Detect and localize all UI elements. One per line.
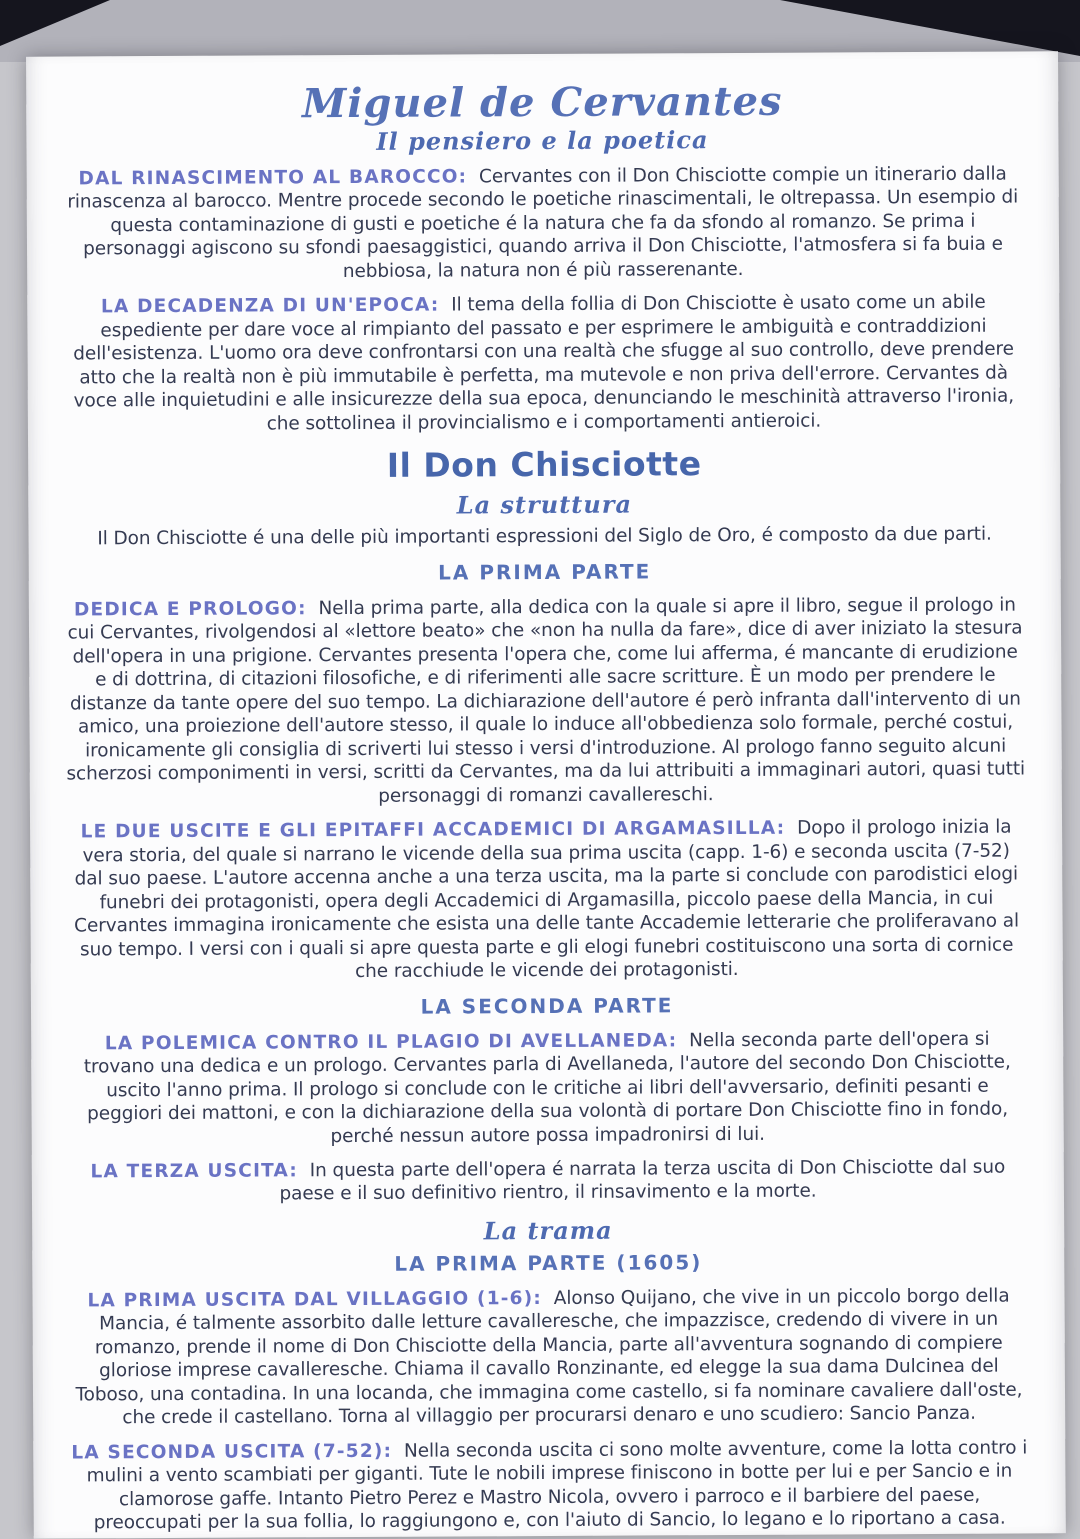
section-label: LE DUE USCITE E GLI EPITAFFI ACCADEMICI DI ARGAMASILLA: <box>80 817 786 843</box>
section-caps-heading: LA PRIMA PARTE <box>438 559 652 585</box>
section-paragraph: LA SECONDA USCITA (7-52): Nella seconda uscita ci sono molte avventure, come la lotta contro i mulini a vento scambiati per giganti. Tute le nobili imprese finiscono in botte per lui e per Sancio e in clamorose gaffe. Intanto Pietro Perez e Mastro Nicola, ovvero i parroco e il barbiere del paese, preoccupati per la sua follia, lo raggiungono e, con l'aiuto di Sancio, lo legano e lo riportano a casa. <box>71 1437 1028 1534</box>
page-title: Miguel de Cervantes <box>301 77 783 128</box>
section-heading: Il Don Chisciotte <box>386 444 702 486</box>
section-paragraph: DAL RINASCIMENTO AL BAROCCO: Cervantes con il Don Chisciotte compie un itinerario dalla rinascenza al barocco. Mentre procede secondo le poetiche rinascimentali, le oltrepassa. Un esempio di questa contaminazione di gusti e poetiche é la natura che fa da sfondo al romanzo. Se prima i personaggi agiscono su sfondi paesaggistici, quando arriva il Don Chisciotte, l'atmosfera si fa buia e nebbiosa, la natura non é più rasserenante. <box>67 163 1019 282</box>
section-paragraph: Il Don Chisciotte é una delle più importanti espressioni del Siglo de Oro, é composto da due parti. <box>97 523 992 550</box>
section-label: DEDICA E PROLOGO: <box>73 598 307 621</box>
section-label: LA SECONDA USCITA (7-52): <box>71 1440 393 1464</box>
section-paragraph: LE DUE USCITE E GLI EPITAFFI ACCADEMICI DI ARGAMASILLA: Dopo il prologo inizia la vera storia, del quale si narrano le vicende della sua prima uscita (capp. 1-6) e seconda uscita (7-52) dal suo paese. L'autore accenna anche a una terza uscita, ma la parte si conclude con parodistici elogi funebri dei protagonisti, opera degli Accademici di Argamasilla, piccolo paese della Mancia, in cui Cervantes immagina ironicamente che esista una delle tante Accademie letterarie che proliferavano al suo tempo. I versi con i quali si apre questa parte e gli elogi funebri costituiscono una sorta di cornice che racchiude le vicende dei protagonisti. <box>74 816 1020 983</box>
section-caps-heading: LA SECONDA PARTE <box>420 992 674 1019</box>
section-label: DAL RINASCIMENTO AL BAROCCO: <box>78 166 468 190</box>
section-paragraph: DEDICA E PROLOGO: Nella prima parte, alla dedica con la quale si apre il libro, segue il prologo in cui Cervantes, rivolgendosi al «lettore beato» che «non ha nulla da fare», dice di aver iniziato la stesura dell'opera in una prigione. Cervantes presenta l'opera che, come lui afferma, é mancante di erudizione e di dottrina, di citazioni filosofiche, e di riferimenti alle sacre scritture. È un modo per prendere le distanze da tante opere del suo tempo. La dichiarazione dell'autore é però infranta dall'intervento di un amico, una proiezione dell'autore stesso, il quale lo induce all'obbedienza solo formale, perché costui, ironicamente gli consiglia di scriverti lui stesso i versi d'introduzione. Al prologo fanno seguito alcuni scherzosi componimenti in versi, scritti da Cervantes, ma da lui attribuiti a immaginari autori, quasi tutti personaggi di romanzi cavallereschi. <box>66 594 1026 807</box>
section-caps-heading: LA PRIMA PARTE (1605) <box>394 1250 703 1276</box>
section-script-heading: La trama <box>483 1215 613 1246</box>
section-paragraph: LA PRIMA USCITA DAL VILLAGGIO (1-6): Alonso Quijano, che vive in un piccolo borgo della Mancia, é talmente assorbito dalle letture cavalleresche, che impazzisce, credendo di vivere in un romanzo, prende il nome di Don Chisciotte della Mancia, parte all'avventura sognando di compiere gloriose imprese cavalleresche. Chiama il cavallo Ronzinante, ed elegge la sua dama Dulcinea del Toboso, una contadina. In una locanda, che immagina come castello, si fa nominare cavaliere dall'oste, che crede il castellano. Torna al villaggio per procurarsi denaro e uno scudiero: Sancio Panza. <box>75 1285 1023 1429</box>
section-paragraph: LA POLEMICA CONTRO IL PLAGIO DI AVELLANEDA: Nella seconda parte dell'opera si trovano una dedica e un prologo. Cervantes parla di Avellaneda, l'autore del secondo Don Chisciotte, uscito l'anno prima. Il prologo si conclude con le critiche ai libri dell'avversario, definiti pesanti e peggiori dei mattoni, e con la dichiarazione della sua volontà di portare Don Chisciotte fino in fondo, perché nessun autore possa impadronirsi di lui. <box>83 1028 1011 1147</box>
page-subtitle: Il pensiero e la poetica <box>376 125 709 156</box>
section-label: LA PRIMA USCITA DAL VILLAGGIO (1-6): <box>87 1287 543 1312</box>
notes-page <box>26 51 1066 1538</box>
section-label: LA TERZA USCITA: <box>90 1160 299 1183</box>
section-label: LA POLEMICA CONTRO IL PLAGIO DI AVELLANEDA: <box>104 1029 678 1054</box>
section-paragraph: LA TERZA USCITA: In questa parte dell'opera é narrata la terza uscita di Don Chisciotte dal suo paese e il suo definitivo rientro, il rinsavimento e la morte. <box>90 1156 1006 1205</box>
sections-container <box>57 162 1036 1535</box>
section-script-heading: La struttura <box>456 489 633 520</box>
section-label: LA DECADENZA DI UN'EPOCA: <box>100 294 440 318</box>
section-paragraph: LA DECADENZA DI UN'EPOCA: Il tema della follia di Don Chisciotte è usato come un abile espediente per dare voce al rimpianto del passato e per esprimere le ambiguità e contraddizioni dell'esistenza. L'uomo ora deve confrontarsi con una realtà che sfugge al suo controllo, deve prendere atto che la realtà non è più immutabile è perfetta, ma mutevole e non priva dell'errore. Cervantes dà voce alle inquietudini e alle insicurezze della sua epoca, denunciando le meschinità attraverso l'ironia, che sottolinea il provincialismo e i comportamenti antieroici. <box>73 292 1015 435</box>
